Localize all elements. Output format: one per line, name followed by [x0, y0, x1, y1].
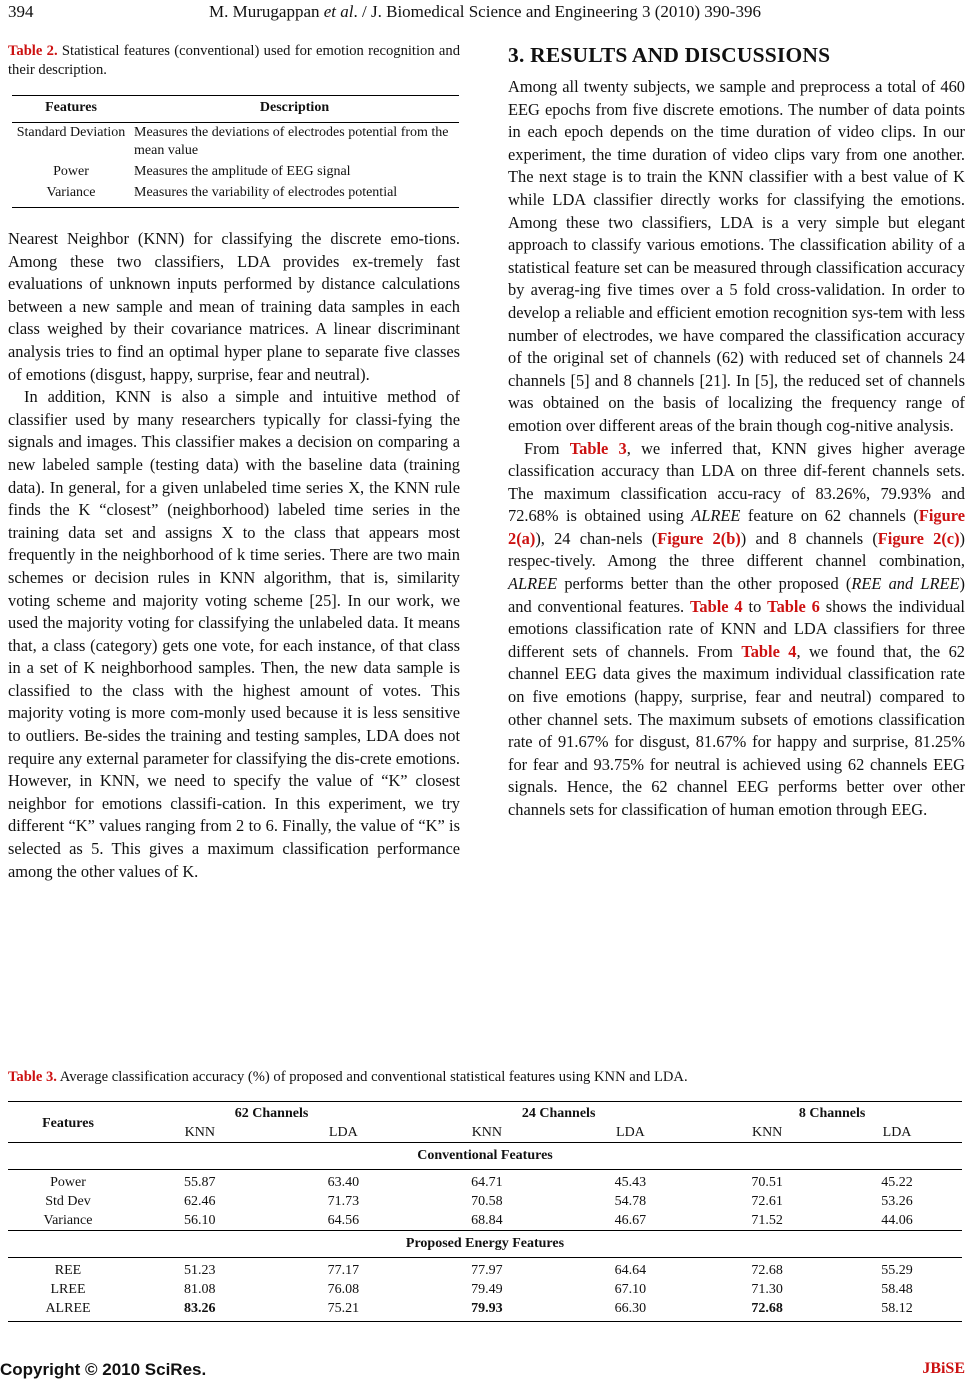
running-head-et-al: et al: [323, 2, 354, 21]
table3-cell: 54.78: [614, 1194, 647, 1209]
table3-cell: 67.10: [614, 1282, 647, 1297]
table3-cell: 45.43: [614, 1175, 647, 1190]
table3-section-row: [8, 1231, 962, 1258]
table3-cell: 46.67: [614, 1213, 647, 1228]
table3-cell: 62.46: [184, 1194, 216, 1209]
left-paragraph-1: Nearest Neighbor (KNN) for classifying the discrete emo-tions. Among these two classifiers, LDA provides ex-tremely fast evaluations of unknown inputs performed by distance calculations between a new sample and mean of training data samples in each class weighed by their covariance matrices. A linear discriminant analysis tries to find an optimal hyper plane to separate five classes of emotions (disgust, happy, surprise, fear and neutral).: [8, 229, 460, 384]
table3-row-label: Power: [50, 1175, 86, 1190]
table2-feature: Variance: [12, 183, 130, 208]
table3-cell: 79.49: [471, 1282, 503, 1297]
text-run-italic: ALREE: [508, 574, 558, 594]
page-footer: [0, 1360, 965, 1384]
table-row: [8, 1211, 962, 1231]
text-run: , we found that, the 62 channel EEG data gives the maximum individual classification rate on five emotions (happy, surprise, fear and neutral) compared to other channel sets. The maximum subsets of emotions classification rate of 91.67% for disgust, 81.67% for happy and surprise, 81.25% for fear and 93.75% for neutral is achieved using 62 channels EEG signals. Hence, the 62 channel EEG performs better over other channels sets for classification of human emotion through EEG.: [508, 641, 965, 819]
table3-cell: 70.58: [471, 1194, 503, 1209]
running-head: [8, 2, 962, 22]
table2-feature: Power: [53, 164, 89, 179]
table3-cell: 64.56: [327, 1213, 360, 1228]
text-run: to: [742, 596, 768, 616]
left-paragraph-2: In addition, KNN is also a simple and intuitive method of classifier used by many researchers typically for classi-fying the signals and images. This classifier makes a decision on comparing a new labeled sample (testing data) with the baseline data (training data). In general, for a given unlabeled time series X, the KNN rule finds the K “closest” (neighborhood) labeled time series in the training data set and assigns X to the class that appears most frequently in the neighborhood of k time series. There are two main schemes or decision rules in KNN algorithm, that is, similarity voting scheme and majority voting scheme [25]. In our work, we used the majority voting for classifying the unlabeled data. It means that, a class (category) gets one vote, for each instance, of that class in a set of K neighborhood samples. Then, the new data sample is classified to the class with the highest amount of votes. This majority voting is more com-monly used because it is less sensitive to outliers. Be-sides the training and testing samples, LDA does not require any external parameter for classifying the dis-crete emotions. However, in KNN, we need to specify the value of “K” closest neighbor for emotions classifi-cation. In this experiment, we try different “K” values ranging from 2 to 6. Finally, the value of “K” is selected as 5. This gives a maximum classification performance among the other values of K.: [8, 387, 460, 881]
table3-cell: 53.26: [881, 1194, 913, 1209]
table3-block: [8, 1068, 962, 1322]
left-column: [8, 42, 460, 883]
text-run: performs better than the other proposed (: [557, 574, 852, 594]
table3-caption-label: Table 3.: [8, 1069, 57, 1085]
table-row: [12, 183, 459, 208]
text-run-italic: ALREE: [691, 506, 741, 526]
table3-cell: 51.23: [184, 1263, 216, 1278]
table3-cell-highlight: 72.68: [702, 1299, 832, 1322]
table3-cell: 70.51: [751, 1175, 783, 1190]
table2-description: Measures the deviations of electrodes potential from the mean value: [134, 125, 449, 158]
table2-header-row: [12, 96, 459, 123]
table3-row-label: LREE: [50, 1282, 86, 1297]
table3-cell-highlight: 79.93: [415, 1299, 559, 1322]
table3-cell: 76.08: [327, 1282, 360, 1297]
table3-subheader: KNN: [702, 1123, 832, 1143]
table3-cell: 55.87: [184, 1175, 216, 1190]
table-row: [8, 1192, 962, 1211]
table3-group-header-row: [8, 1102, 962, 1124]
text-run: feature on 62 channels (: [740, 506, 919, 526]
table3-cell: 72.61: [751, 1194, 783, 1209]
table3-reference-link[interactable]: Table 3: [569, 438, 627, 458]
table3-subheader-row: [8, 1123, 962, 1143]
table3-subheader: LDA: [559, 1123, 703, 1143]
right-column: [508, 42, 965, 822]
table3-section-row: [8, 1143, 962, 1170]
table-row: [12, 123, 459, 163]
table3-caption: [8, 1068, 962, 1087]
page-number: 394: [8, 2, 34, 21]
table3-subheader: LDA: [272, 1123, 416, 1143]
table3-section-title: Proposed Energy Features: [8, 1231, 962, 1258]
table3-cell: 58.48: [881, 1282, 913, 1297]
running-head-journal: . / J. Biomedical Science and Engineering 3 (2010) 390-396: [353, 2, 761, 21]
table3-cell: 77.97: [471, 1263, 503, 1278]
table3-row-label: REE: [54, 1263, 82, 1278]
table2-header-description: Description: [130, 96, 459, 123]
table3-subheader: KNN: [128, 1123, 272, 1143]
text-run: From: [524, 438, 570, 458]
table3-cell: 63.40: [327, 1175, 360, 1190]
table2: [12, 95, 459, 208]
table3-cell: 44.06: [881, 1213, 913, 1228]
section-heading: 3. RESULTS AND DISCUSSIONS: [508, 43, 831, 67]
table2-caption: [8, 42, 460, 80]
table-row: [12, 162, 459, 183]
table3-cell: 71.30: [751, 1282, 783, 1297]
journal-name: JBiSE: [922, 1360, 965, 1377]
table3-row-label: Std Dev: [45, 1194, 91, 1209]
figure-2c-reference-link[interactable]: Figure 2(c): [877, 528, 960, 548]
table3-cell: 66.30: [559, 1299, 703, 1322]
table3-cell: 71.73: [327, 1194, 360, 1209]
text-run: ) and 8 channels (: [740, 528, 878, 548]
table3-caption-text: Average classification accuracy (%) of proposed and conventional statistical features using KNN and LDA.: [56, 1069, 688, 1085]
table2-caption-label: Table 2.: [8, 43, 58, 59]
table-row: [8, 1258, 962, 1281]
table2-caption-text: Statistical features (conventional) used for emotion recognition and their description.: [8, 43, 460, 78]
table3-cell: 71.52: [751, 1213, 783, 1228]
right-paragraph-1: Among all twenty subjects, we sample and preprocess a total of 460 EEG epochs from five discrete emotions. The number of data points in each epoch depends on the time duration of video clips. In our experiment, the time duration of video clips vary from one another. The next stage is to train the KNN classifier with a best value of K while LDA classifier directly works for classifying the emotions. Among these two classifiers, LDA is a very simple but elegant approach to classify various emotions. The classification ability of a statistical feature set can be measured through classification accuracy by averag-ing five times over a 5 fold cross-validation. In order to develop a reliable and efficient emotion recognition sys-tem with less number of electrodes, we have compared the classification accuracy of the original set of channels (62) with reduced set of channels 24 channels [5] and 8 channels [21]. In [5], the reduced set of channels was obtained on the basis of localizing the frequency range of emotion over different areas of the brain though cog-nitive analysis.: [508, 77, 965, 435]
page-header: [8, 2, 962, 26]
table3-cell: 55.29: [881, 1263, 913, 1278]
table3-group-header: 8 Channels: [702, 1102, 962, 1124]
table4-reference-link[interactable]: Table 4: [689, 596, 743, 616]
copyright-notice: Copyright © 2010 SciRes.: [0, 1360, 207, 1379]
table2-header-features: Features: [12, 96, 130, 123]
table2-description: Measures the amplitude of EEG signal: [134, 164, 351, 179]
table2-description: Measures the variability of electrodes potential: [130, 183, 459, 208]
table3-cell: 56.10: [184, 1213, 216, 1228]
text-run: , we inferred that, KNN gives higher average classification accuracy than LDA on three dif-ferent channels sets. The maximum classification accu-racy of 83.26%, 79.93% and 72.68% is obtained using: [508, 438, 965, 526]
table3-cell: 75.21: [272, 1299, 416, 1322]
table4-reference-link[interactable]: Table 4: [741, 641, 797, 661]
table3-cell-highlight: 83.26: [128, 1299, 272, 1322]
text-run-italic: REE and LREE: [851, 574, 960, 594]
table3-cell: 64.64: [614, 1263, 647, 1278]
table-row: [8, 1299, 962, 1322]
table3-group-header: 62 Channels: [128, 1102, 415, 1124]
table3-cell: 81.08: [184, 1282, 216, 1297]
table3-group-header: 24 Channels: [415, 1102, 702, 1124]
table3-row-label: ALREE: [8, 1299, 128, 1322]
text-run: shows the individual emotions classification rate of KNN and LDA classifiers for three different sets of channels. From: [508, 596, 965, 661]
table3-features-header: Features: [8, 1102, 128, 1143]
table3-row-label: Variance: [43, 1213, 93, 1228]
table-row: [8, 1280, 962, 1299]
table3: [8, 1101, 962, 1322]
table3-section-title: Conventional Features: [8, 1143, 962, 1170]
running-head-authors: M. Murugappan: [209, 2, 324, 21]
text-run: ), 24 chan-nels (: [535, 528, 658, 548]
table3-cell: 72.68: [751, 1263, 783, 1278]
table3-cell: 68.84: [471, 1213, 503, 1228]
text-run: ) respec-tively. Among the three different channel combination,: [508, 528, 966, 571]
table3-cell: 64.71: [471, 1175, 503, 1190]
table3-subheader: KNN: [415, 1123, 559, 1143]
figure-2b-reference-link[interactable]: Figure 2(b): [657, 528, 741, 548]
table-row: [8, 1170, 962, 1193]
figure-2a-reference-link[interactable]: Figure 2(a): [508, 506, 965, 548]
right-paragraph-2: [508, 438, 965, 822]
table6-reference-link[interactable]: Table 6: [767, 596, 820, 616]
table3-cell: 45.22: [881, 1175, 913, 1190]
table3-subheader: LDA: [832, 1123, 962, 1143]
text-run: ) and conventional features.: [508, 574, 965, 616]
table3-cell: 58.12: [832, 1299, 962, 1322]
table2-feature: Standard Deviation: [16, 125, 126, 140]
table3-cell: 77.17: [327, 1263, 360, 1278]
